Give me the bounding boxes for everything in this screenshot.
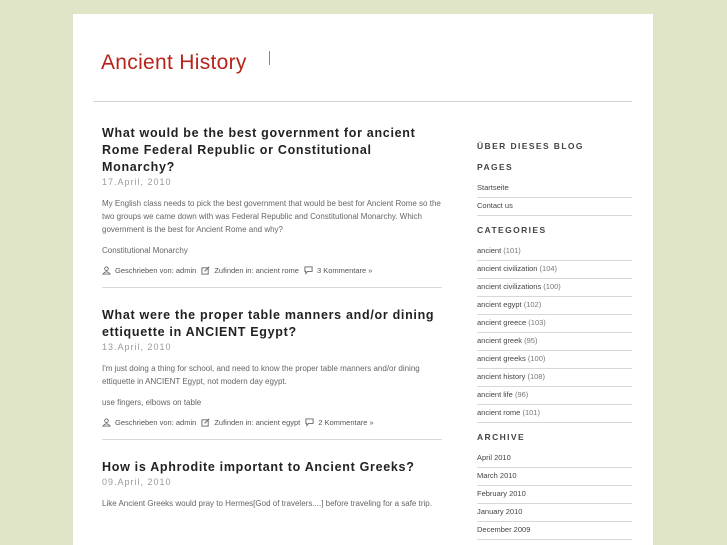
archive-link[interactable]: December 2009 <box>477 525 531 534</box>
archive-link[interactable]: January 2010 <box>477 507 523 516</box>
list-item <box>477 246 632 261</box>
person-icon <box>102 266 111 275</box>
archive-link[interactable]: April 2010 <box>477 453 511 462</box>
comments-link[interactable]: 2 Kommentare » <box>318 418 374 427</box>
pages-list <box>477 183 632 216</box>
post-body: Like Ancient Greeks would pray to Hermes[God of travelers....] before traveling for a safe trip. <box>102 499 432 508</box>
category-count: (100) <box>527 354 546 363</box>
category-link[interactable]: ancient <box>477 246 502 255</box>
list-item <box>477 504 632 522</box>
archive-link[interactable]: February 2010 <box>477 489 526 498</box>
category-count: (104) <box>539 264 558 273</box>
category-link[interactable]: ancient rome <box>255 266 299 275</box>
list-item <box>477 183 632 198</box>
category-link[interactable]: ancient egypt <box>255 418 301 427</box>
header-divider <box>93 101 632 102</box>
category-link[interactable]: ancient greeks <box>477 354 526 363</box>
category-link[interactable]: ancient history <box>477 372 526 381</box>
category-count: (108) <box>527 372 545 381</box>
list-item <box>477 198 632 216</box>
author-link[interactable]: admin <box>175 418 197 427</box>
post-date: 13.April, 2010 <box>102 342 172 352</box>
list-item <box>477 351 632 369</box>
page-link-contact[interactable]: Contact us <box>477 201 513 210</box>
person-icon <box>102 418 111 427</box>
speech-bubble-icon <box>304 266 313 275</box>
post-answer: use fingers, elbows on table <box>102 398 202 407</box>
post <box>102 459 442 510</box>
comments-link[interactable]: 3 Kommentare » <box>316 266 373 275</box>
folder-edit-icon <box>201 418 210 427</box>
post-meta <box>102 417 442 428</box>
category-link[interactable]: ancient civilizations <box>477 282 542 291</box>
list-item <box>477 261 632 279</box>
category-count: (101) <box>503 246 521 255</box>
post-title-link[interactable]: What were the proper table manners and/or dining ettiquette in ANCIENT Egypt? <box>102 308 435 339</box>
category-count: (103) <box>528 318 546 327</box>
list-item <box>477 369 632 387</box>
categories-heading: CATEGORIES <box>477 225 547 235</box>
post-title-link[interactable]: What would be the best government for ancient Rome Federal Republic or Constitutional Monarchy? <box>102 126 416 174</box>
blog-title-link[interactable]: Ancient History <box>101 51 247 74</box>
page-link-startseite[interactable]: Startseite <box>477 183 509 192</box>
category-link[interactable]: ancient greek <box>477 336 523 345</box>
category-link[interactable]: ancient egypt <box>477 300 522 309</box>
post-answer: Constitutional Monarchy <box>102 246 188 255</box>
post-divider <box>102 439 442 440</box>
post-body: My English class needs to pick the best government that would be best for Ancient Rome so the two groups we came down with was Federal Republic and Constitutional Monarchy. Which government is the best for Ancient Rome and why? <box>102 199 441 234</box>
archive-link[interactable]: March 2010 <box>477 471 517 480</box>
post-body: I'm just doing a thing for school, and need to know the proper table manners and/or dining ettiquette in ANCIENT Egypt, not modern day egypt. <box>102 364 420 386</box>
list-item <box>477 315 632 333</box>
text-cursor <box>269 51 270 65</box>
post-date: 17.April, 2010 <box>102 177 172 187</box>
list-item <box>477 468 632 486</box>
post-meta <box>102 265 442 276</box>
archive-heading: ARCHIVE <box>477 432 526 442</box>
category-count: (102) <box>523 300 542 309</box>
list-item <box>477 522 632 540</box>
category-count: (100) <box>543 282 561 291</box>
category-count: (96) <box>514 390 529 399</box>
list-item <box>477 387 632 405</box>
post-divider <box>102 287 442 288</box>
category-label: Zufinden in: <box>214 266 254 275</box>
category-link[interactable]: ancient rome <box>477 408 521 417</box>
main-content <box>102 125 442 510</box>
archive-list <box>477 453 632 540</box>
category-link[interactable]: ancient civilization <box>477 264 538 273</box>
pages-heading: PAGES <box>477 162 514 172</box>
page-container <box>73 14 653 545</box>
list-item <box>477 297 632 315</box>
category-count: (95) <box>524 336 538 345</box>
about-heading: ÜBER DIESES BLOG <box>477 141 584 151</box>
list-item <box>477 453 632 468</box>
list-item <box>477 486 632 504</box>
author-link[interactable]: admin <box>175 266 197 275</box>
speech-bubble-icon <box>305 418 314 427</box>
author-label: Geschrieben von: <box>115 418 174 427</box>
post <box>102 125 442 288</box>
post-date: 09.April, 2010 <box>102 477 172 487</box>
post-title-link[interactable]: How is Aphrodite important to Ancient Greeks? <box>102 460 415 474</box>
category-link[interactable]: ancient greece <box>477 318 527 327</box>
list-item <box>477 405 632 423</box>
author-label: Geschrieben von: <box>115 266 174 275</box>
post <box>102 307 442 440</box>
folder-edit-icon <box>201 266 210 275</box>
category-count: (101) <box>522 408 540 417</box>
sidebar <box>477 141 632 540</box>
list-item <box>477 333 632 351</box>
category-link[interactable]: ancient life <box>477 390 513 399</box>
categories-list <box>477 246 632 423</box>
category-label: Zufinden in: <box>214 418 254 427</box>
list-item <box>477 279 632 297</box>
